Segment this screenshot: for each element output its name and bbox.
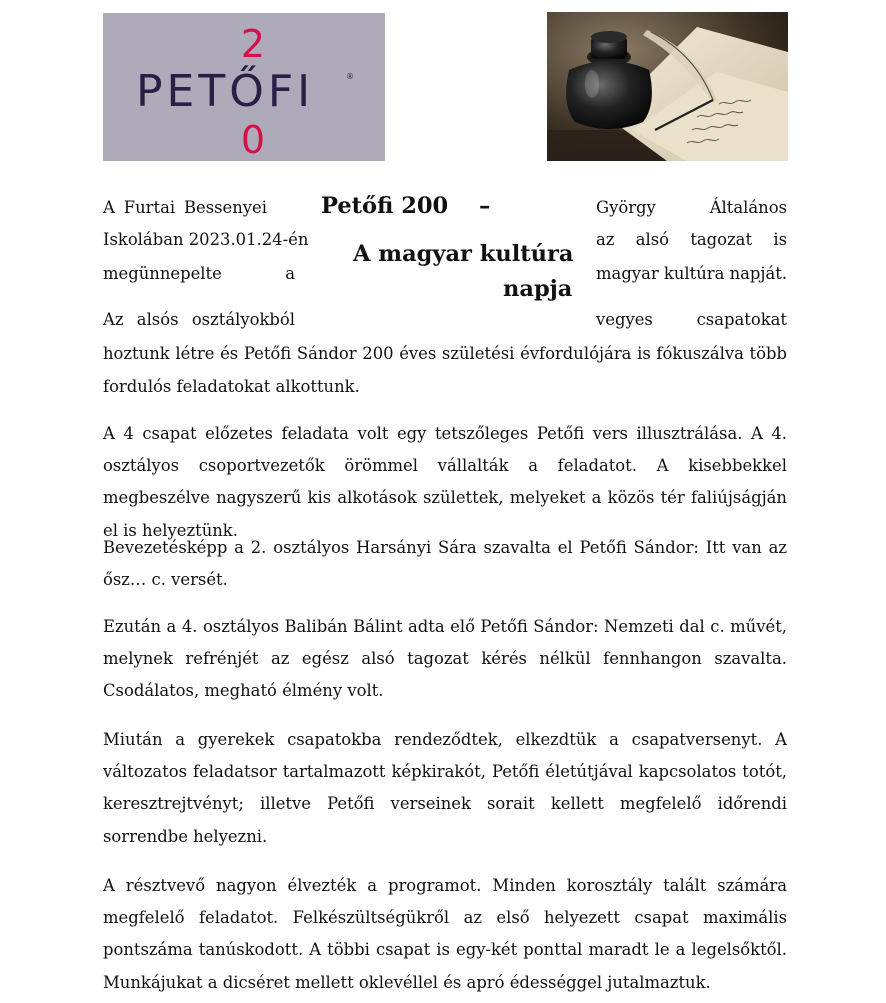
logo-wordmark: PETŐFI bbox=[136, 66, 315, 117]
petofi-200-logo bbox=[103, 13, 385, 161]
intro-line-6: fordulós feladatokat alkottunk. bbox=[103, 377, 360, 396]
logo-digit-0-bottom: 0 bbox=[240, 118, 266, 161]
intro-left-line-1: A Furtai Bessenyei bbox=[103, 198, 267, 217]
intro-right-line-1: György Általános bbox=[596, 198, 787, 217]
intro-line-5: hoztunk létre és Petőfi Sándor 200 éves születési évfordulójára is fókuszálva több bbox=[103, 344, 787, 363]
ink-and-quill-photo bbox=[547, 12, 788, 161]
intro-right-line-2: az alsó tagozat is bbox=[596, 230, 787, 249]
intro-right-line-4: vegyes csapatokat bbox=[596, 310, 787, 329]
paragraph-illustration: A 4 csapat előzetes feladata volt egy tetszőleges Petőfi vers illusztrálása. A 4. osztályos csoportvezetők örömmel vállalták a feladatot. A kisebbekkel megbeszélve nagyszerű kis alkotások születtek, melyeket a közös tér faliújságján el is helyeztünk. bbox=[103, 424, 787, 540]
page-title-dash: – bbox=[479, 193, 491, 219]
paragraph-team-competition: Miután a gyerekek csapatokba rendeződtek, elkezdtük a csapatversenyt. A változatos feladatsor tartalmazott képkirakót, Petőfi életútjával kapcsolatos totót, keresztrejtvényt; illetve Petőfi verseinek sorait kellett megfelelő időrendi sorrendbe helyezni. bbox=[103, 730, 787, 846]
page-title-line-1: Petőfi 200 bbox=[321, 193, 449, 219]
paragraph-national-song: Ezután a 4. osztályos Balibán Bálint adta elő Petőfi Sándor: Nemzeti dal c. művét, melynek refrénjét az egész alsó tagozat kérés nélkül fennhangon szavalta. Csodálatos, megható élmény volt. bbox=[103, 617, 787, 701]
paragraph-results: A résztvevő nagyon élvezték a programot. Minden korosztály talált számára megfelelő feladatot. Felkészültségükről az első helyezett csapat maximális pontszáma tanúskodott. A többi csapat is egy-két ponttal maradt le a legelsőktől. Munkájukat a dicséret mellett oklevéllel és apró édességgel jutalmaztuk. bbox=[103, 876, 787, 992]
paragraph-introduction-poem: Bevezetésképp a 2. osztályos Harsányi Sára szavalta el Petőfi Sándor: Itt van az ősz… c. versét. bbox=[103, 538, 787, 590]
page-title-line-2: A magyar kultúra bbox=[353, 241, 574, 267]
logo-trademark: ® bbox=[346, 72, 354, 81]
intro-left-line-3: megünnepelte a bbox=[103, 264, 295, 283]
logo-digit-2: 2 bbox=[240, 22, 266, 66]
intro-left-line-4: Az alsós osztályokból bbox=[103, 310, 295, 329]
petofi-200-logo-graphic bbox=[103, 13, 385, 161]
intro-left-line-2: Iskolában 2023.01.24-én bbox=[103, 230, 309, 249]
page-title-line-3: napja bbox=[503, 276, 573, 302]
intro-right-line-3: magyar kultúra napját. bbox=[596, 264, 788, 283]
ink-and-quill-illustration bbox=[547, 12, 788, 161]
